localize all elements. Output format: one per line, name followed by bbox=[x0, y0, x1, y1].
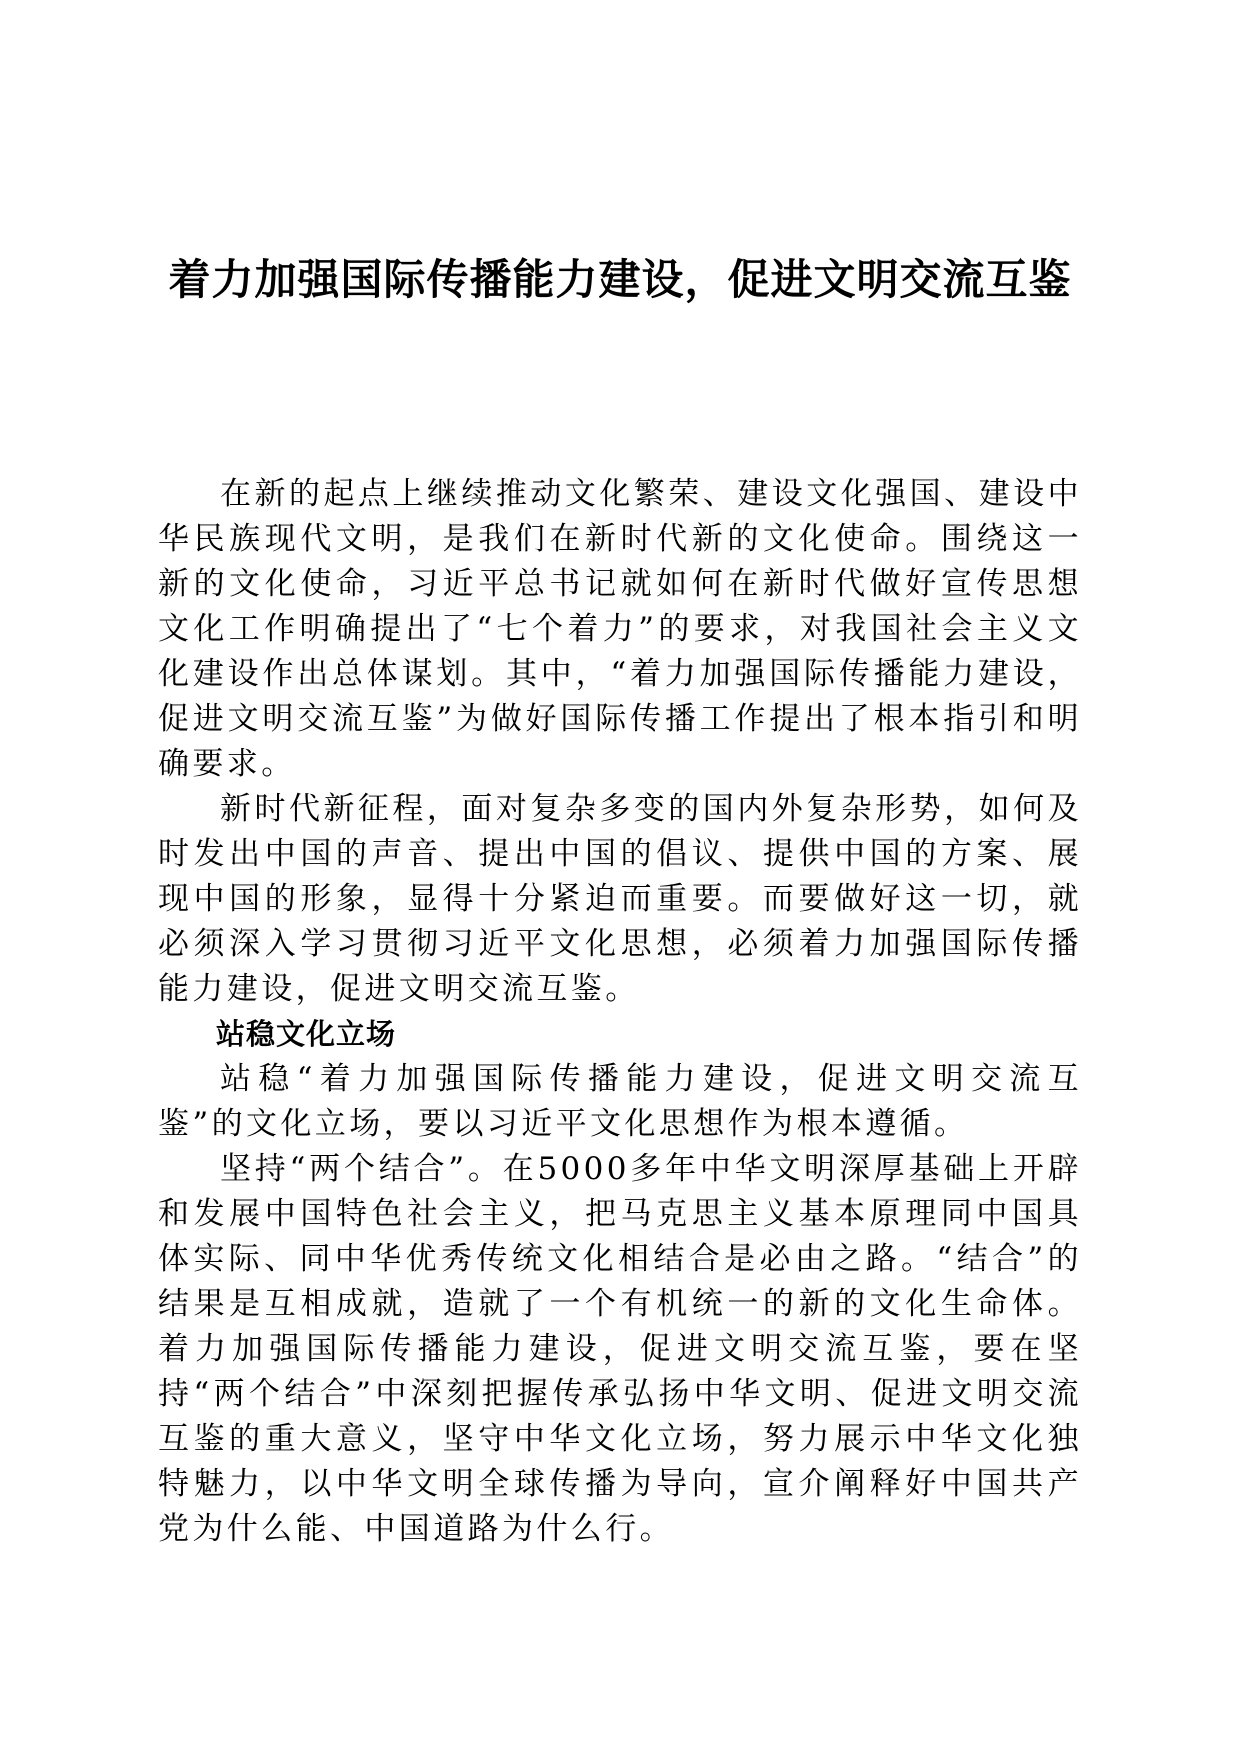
paragraph-stance: 站稳“着力加强国际传播能力建设，促进文明交流互鉴”的文化立场，要以习近平文化思想作为根本遵循。 bbox=[158, 1061, 1082, 1142]
paragraph-intro: 在新的起点上继续推动文化繁荣、建设文化强国、建设中华民族现代文明，是我们在新时代新的文化使命。围绕这一新的文化使命，习近平总书记就如何在新时代做好宣传思想文化工作明确提出了“七个着力”的要求，对我国社会主义文化建设作出总体谋划。其中，“着力加强国际传播能力建设，促进文明交流互鉴”为做好国际传播工作提出了根本指引和明确要求。 bbox=[158, 476, 1082, 782]
section-heading: 站稳文化立场 bbox=[216, 1017, 397, 1051]
paragraph-new-era: 新时代新征程，面对复杂多变的国内外复杂形势，如何及时发出中国的声音、提出中国的倡议、提供中国的方案、展现中国的形象，显得十分紧迫而重要。而要做好这一切，就必须深入学习贯彻习近平文化思想，必须着力加强国际传播能力建设，促进文明交流互鉴。 bbox=[158, 791, 1082, 1007]
paragraph-two-combinations: 坚持“两个结合”。在5000多年中华文明深厚基础上开辟和发展中国特色社会主义，把马克思主义基本原理同中国具体实际、同中华优秀传统文化相结合是必由之路。“结合”的结果是互相成就，造就了一个有机统一的新的文化生命体。着力加强国际传播能力建设，促进文明交流互鉴，要在坚持“两个结合”中深刻把握传承弘扬中华文明、促进文明交流互鉴的重大意义，坚守中华文化立场，努力展示中华文化独特魅力，以中华文明全球传播为导向，宣介阐释好中国共产党为什么能、中国道路为什么行。 bbox=[158, 1151, 1082, 1547]
document-body bbox=[158, 472, 1082, 1552]
document-page bbox=[158, 0, 1082, 1754]
document-title: 着力加强国际传播能力建设，促进文明交流互鉴 bbox=[168, 255, 1072, 304]
